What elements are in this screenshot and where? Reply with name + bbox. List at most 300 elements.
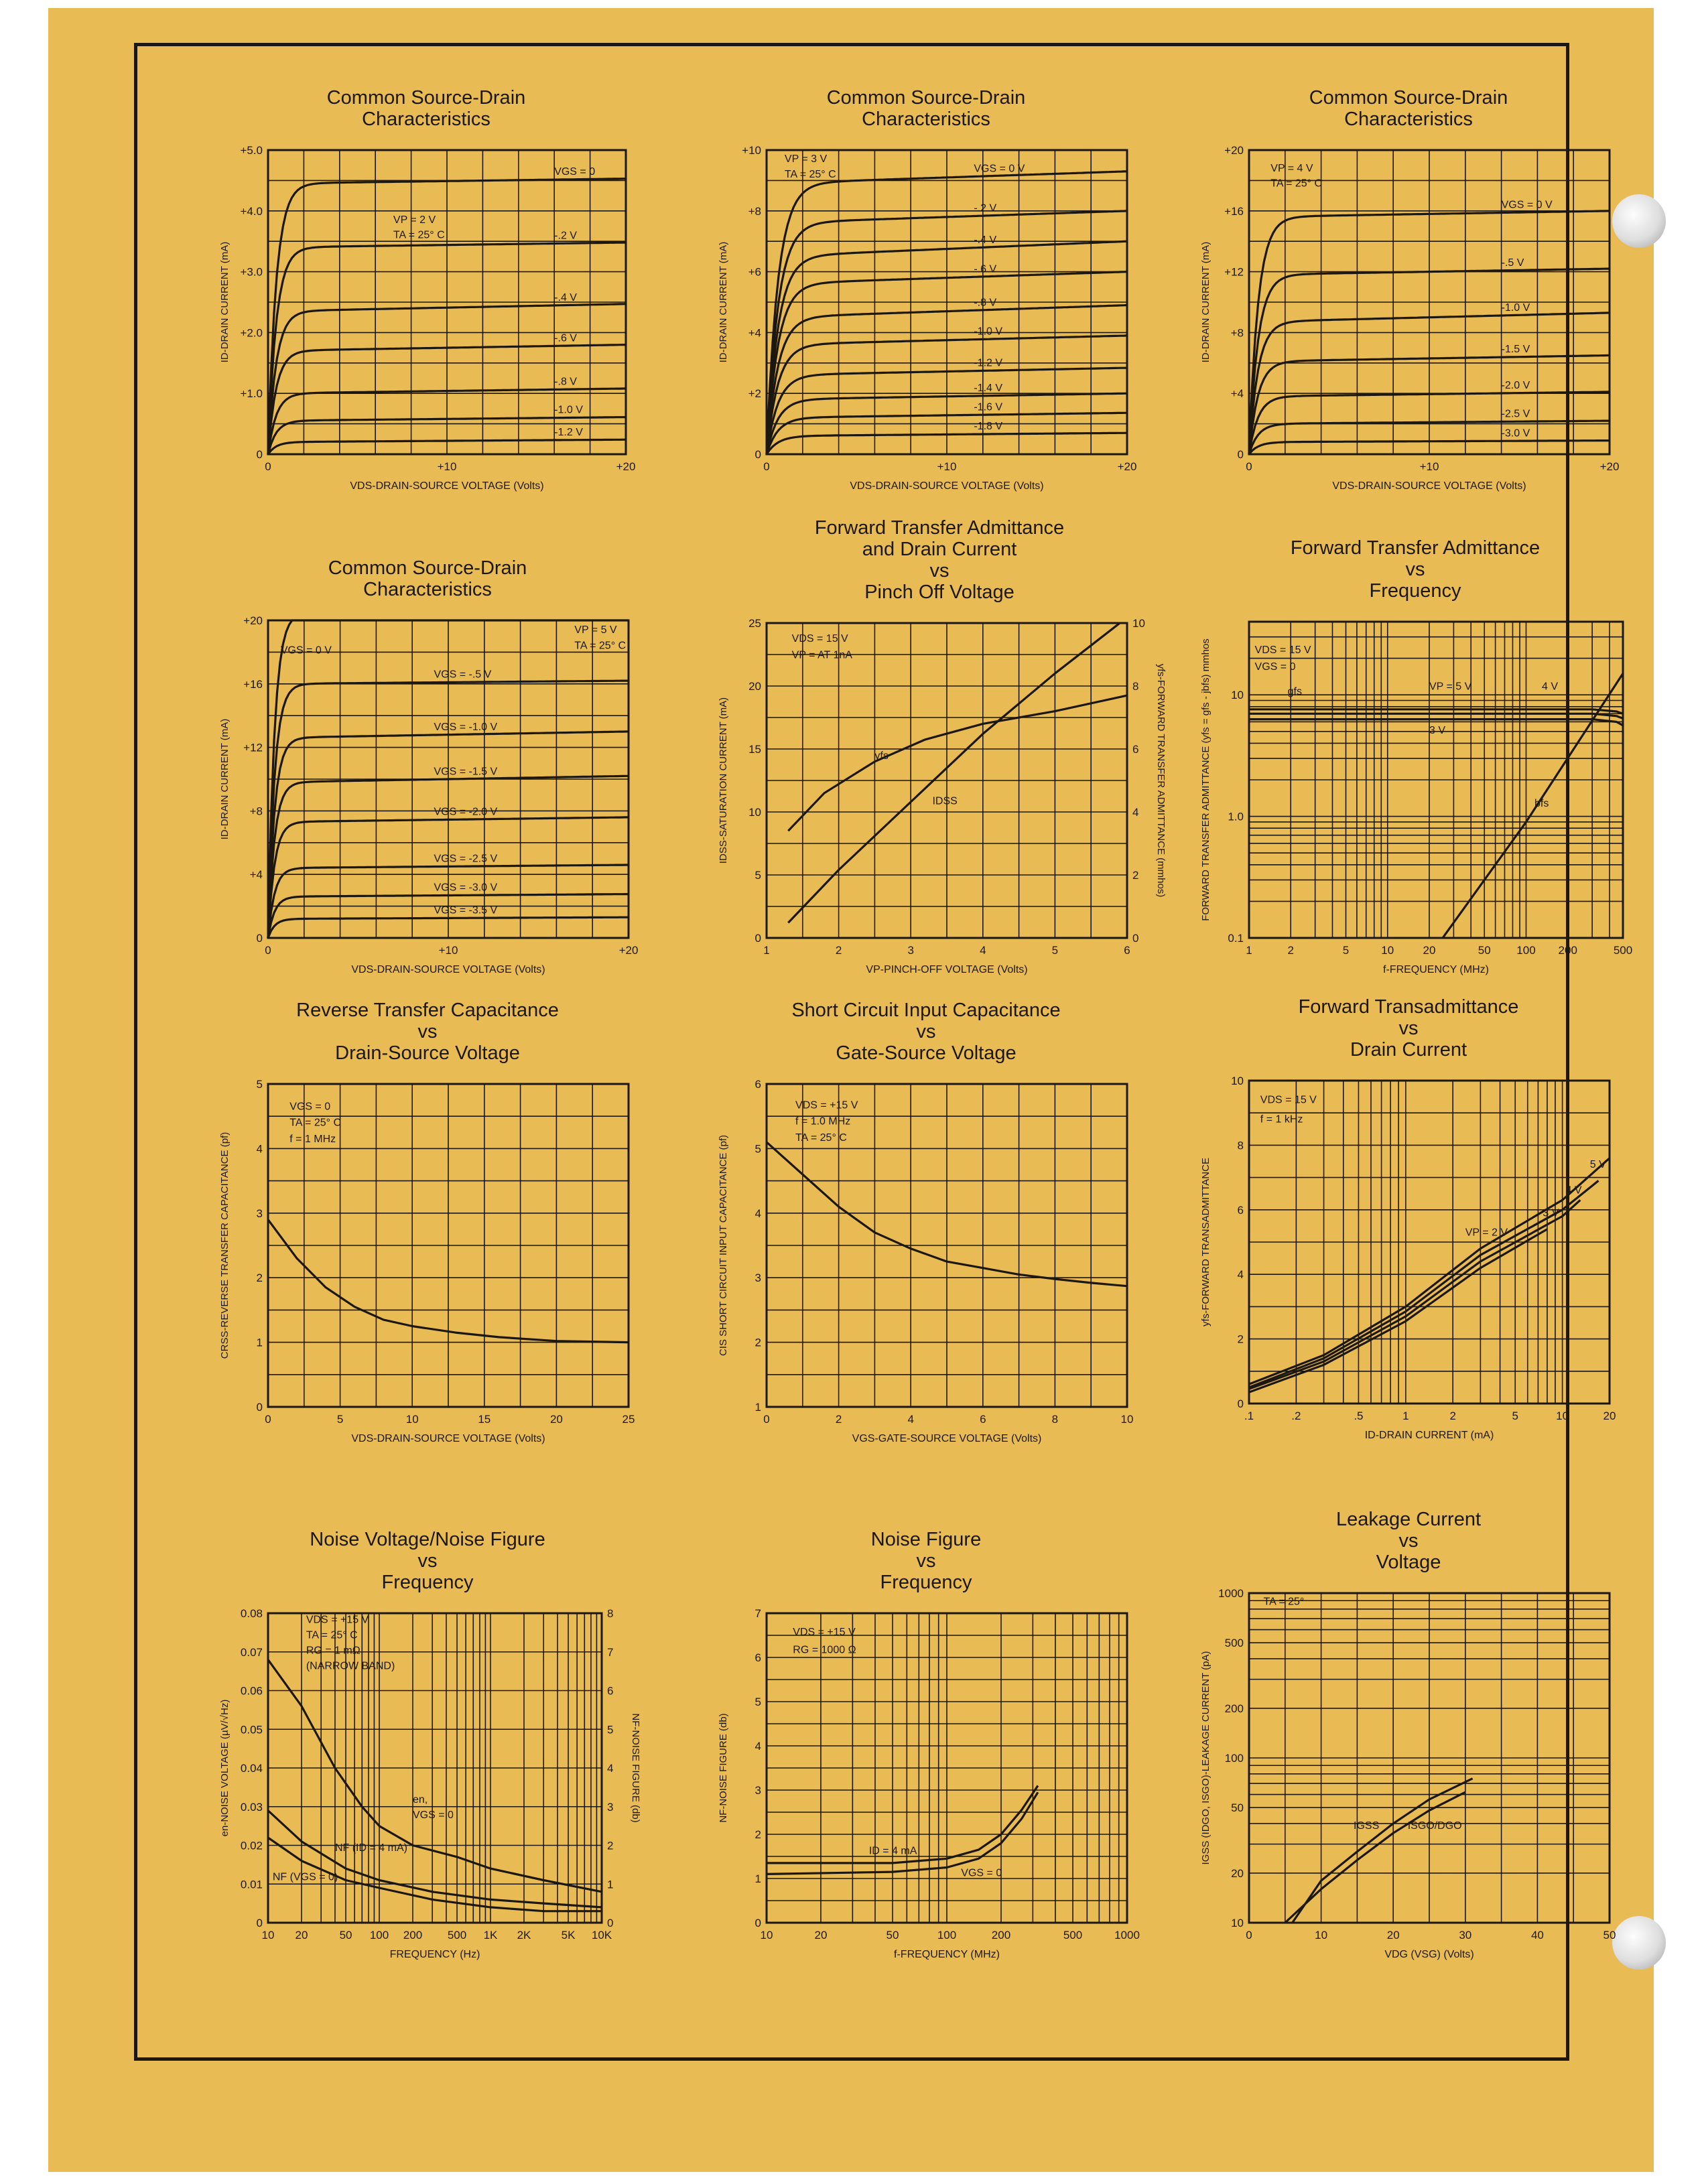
chart-title-line: Common Source-Drain	[826, 87, 1026, 109]
chart-title-line: Short Circuit Input Capacitance	[791, 1000, 1061, 1021]
chart-title-line: vs	[1398, 1530, 1419, 1552]
y-tick-label: 0	[256, 1401, 263, 1414]
x-tick-label: 5	[336, 1413, 344, 1426]
x-tick-label: .5	[1354, 1410, 1364, 1422]
curve-label: VGS = -3.0 V	[434, 882, 498, 894]
chart-annotation: TA = 25°	[1263, 1596, 1305, 1608]
chart-annotation: en,	[412, 1793, 428, 1805]
y-right-tick-label: 7	[607, 1645, 614, 1659]
y-right-tick-label: 6	[1132, 743, 1139, 756]
chart-annotation: TA = 25° C	[289, 1117, 342, 1129]
x-tick-label: 5	[1342, 944, 1350, 957]
chart-annotation: TA = 25° C	[393, 229, 445, 241]
chart-annotation: 3 V	[1543, 1207, 1559, 1219]
x-tick-label: 20	[549, 1413, 563, 1426]
chart-title-line: Characteristics	[1344, 109, 1473, 130]
chart-title-line: Characteristics	[362, 109, 490, 130]
y-tick-label: +5.0	[240, 144, 263, 157]
y-tick-label: 3	[755, 1784, 761, 1797]
chart-annotation: ID = 4 mA	[868, 1845, 917, 1857]
x-tick-label: 5	[1051, 944, 1059, 957]
chart-annotation: VGS = 0	[1254, 661, 1296, 673]
chart-title-line: Drain Current	[1350, 1039, 1467, 1061]
x-tick-label: +20	[1117, 460, 1137, 473]
curve-label: -.6 V	[554, 332, 577, 344]
chart-annotation: NF (ID = 4 mA)	[334, 1842, 407, 1854]
y-tick-label: 5	[755, 869, 761, 882]
y-right-tick-label: 1	[607, 1878, 614, 1891]
y-tick-label: +8	[1230, 326, 1244, 340]
chart-annotation: VDS = +15 V	[306, 1614, 369, 1626]
x-tick-label: 50	[886, 1929, 899, 1941]
y-right-tick-label: 0	[607, 1917, 614, 1929]
curve-label: VGS = 0	[554, 166, 596, 178]
y-tick-label: 4	[755, 1740, 761, 1753]
curve-label: VGS = 0 V	[280, 644, 332, 657]
chart-reverse-transfer-capacitance	[206, 1000, 649, 1455]
y-tick-label: 0.03	[240, 1800, 263, 1814]
y-tick-label: 100	[1224, 1752, 1244, 1765]
y-tick-label: +2.0	[240, 326, 263, 340]
y-tick-label: 6	[755, 1651, 761, 1664]
chart-svg	[1187, 537, 1643, 986]
y-tick-label: 500	[1224, 1637, 1244, 1650]
x-tick-label: 100	[1516, 944, 1536, 957]
y-axis-label: CIS SHORT CIRCUIT INPUT CAPACITANCE (pf)	[718, 1134, 729, 1357]
y-tick-label: 4	[256, 1142, 263, 1156]
y-tick-label: +4	[748, 326, 761, 340]
chart-annotation: gfs	[1287, 686, 1302, 698]
y-tick-label: 0	[256, 932, 263, 945]
curve-label: -.2 V	[554, 230, 577, 242]
y-tick-label: 0	[256, 448, 263, 461]
y-tick-label: +12	[243, 741, 263, 754]
chart-svg	[705, 517, 1174, 986]
x-axis-label: VDS-DRAIN-SOURCE VOLTAGE (Volts)	[350, 480, 544, 492]
y-tick-label: 2	[256, 1272, 263, 1285]
curve-label: -2.0 V	[1501, 379, 1530, 391]
x-tick-label: 6	[1124, 944, 1130, 957]
chart-title-line: vs	[417, 1021, 438, 1042]
chart-title-line: vs	[1398, 1018, 1419, 1039]
y-tick-label: +1.0	[240, 387, 263, 401]
x-tick-label: .1	[1244, 1410, 1254, 1422]
x-axis-label: VP-PINCH-OFF VOLTAGE (Volts)	[866, 964, 1028, 975]
chart-annotation: NF (VGS = 0)	[272, 1871, 338, 1883]
x-tick-label: 20	[1386, 1929, 1400, 1941]
y-tick-label: 0.06	[240, 1684, 263, 1698]
x-tick-label: 50	[1603, 1929, 1616, 1941]
chart-leakage-current-vs-voltage	[1187, 1509, 1630, 1971]
chart-title-line: Common Source-Drain	[326, 87, 526, 109]
y-tick-label: 200	[1224, 1702, 1244, 1715]
x-tick-label: 10	[1120, 1413, 1134, 1426]
chart-annotation: RG = 1 mΩ	[306, 1645, 361, 1657]
x-tick-label: 10	[1556, 1410, 1569, 1422]
curve-label: -.2 V	[974, 202, 997, 214]
y-tick-label: 1.0	[1228, 810, 1244, 823]
x-tick-label: 30	[1459, 1929, 1472, 1941]
x-tick-label: 20	[295, 1929, 308, 1941]
x-tick-label: 0	[763, 1413, 770, 1426]
y-tick-label: 10	[1231, 1075, 1244, 1087]
y-right-tick-label: 5	[607, 1723, 614, 1736]
y-tick-label: 5	[755, 1696, 761, 1708]
y-right-tick-label: 8	[607, 1607, 614, 1620]
y-tick-label: 20	[1231, 1866, 1244, 1880]
x-axis-label: ID-DRAIN CURRENT (mA)	[1364, 1430, 1494, 1441]
y-tick-label: 2	[755, 1336, 761, 1349]
y-tick-label: +6	[748, 265, 761, 279]
y-tick-label: 2	[1237, 1333, 1244, 1346]
chart-annotation: f = 1 MHz	[289, 1133, 336, 1145]
x-tick-label: +10	[438, 944, 458, 957]
x-axis-label: VDS-DRAIN-SOURCE VOLTAGE (Volts)	[1332, 480, 1526, 492]
x-tick-label: 200	[991, 1929, 1011, 1941]
x-tick-label: 8	[1051, 1413, 1059, 1426]
y-tick-label: 10	[1231, 689, 1244, 702]
chart-annotation: VP = AT 1nA	[791, 649, 852, 661]
y-tick-label: 10	[1231, 1917, 1244, 1929]
x-tick-label: 3	[907, 944, 914, 957]
x-tick-label: 10	[760, 1929, 773, 1941]
y-axis-label: yfs-FORWARD TRANSADMITTANCE	[1200, 1158, 1212, 1326]
chart-annotation: TA = 25° C	[306, 1629, 358, 1641]
y-tick-label: +2	[748, 387, 761, 401]
chart-title-line: Common Source-Drain	[328, 557, 527, 579]
chart-short-circuit-input-capacitance	[705, 1000, 1147, 1455]
chart-annotation: f = 1.0 MHz	[795, 1115, 851, 1128]
chart-annotation: RG = 1000 Ω	[793, 1644, 856, 1656]
chart-title-line: Frequency	[1369, 580, 1461, 602]
x-axis-label: FREQUENCY (Hz)	[389, 1949, 480, 1960]
y-right-tick-label: 0	[1132, 932, 1139, 945]
y-axis-label: NF-NOISE FIGURE (db)	[718, 1713, 729, 1823]
x-tick-label: 0	[265, 944, 271, 957]
chart-annotation: bfs	[1534, 798, 1549, 810]
y-tick-label: 25	[748, 617, 761, 630]
chart-title-line: Noise Figure	[870, 1529, 982, 1550]
y-right-tick-label: 2	[1132, 869, 1139, 882]
x-axis-label: f-FREQUENCY (MHz)	[1383, 964, 1489, 975]
y-tick-label: 8	[1237, 1139, 1244, 1152]
x-tick-label: 10	[1381, 944, 1394, 957]
y-tick-label: 0.07	[240, 1645, 263, 1659]
chart-annotation: (NARROW BAND)	[306, 1660, 395, 1672]
y-tick-label: +10	[742, 144, 761, 157]
chart-title-line: vs	[929, 560, 950, 582]
x-tick-label: 100	[369, 1929, 389, 1941]
x-tick-label: +10	[1419, 460, 1439, 473]
grid	[1249, 622, 1623, 938]
y-tick-label: 10	[748, 806, 761, 819]
x-axis-label: VDS-DRAIN-SOURCE VOLTAGE (Volts)	[850, 480, 1044, 492]
chart-annotation: VGS = 0	[289, 1101, 331, 1113]
grid	[268, 1084, 629, 1407]
x-tick-label: 10	[405, 1413, 419, 1426]
chart-svg	[1187, 87, 1630, 502]
y-tick-label: 0	[755, 448, 761, 461]
y-tick-label: +4.0	[240, 204, 263, 218]
curve-label: -.8 V	[554, 376, 577, 388]
grid	[767, 150, 1127, 454]
x-tick-label: 20	[1603, 1410, 1616, 1422]
chart-svg	[206, 1000, 649, 1455]
y-axis-label: FORWARD TRANSFER ADMITTANCE (yfs = gfs - jbfs) mmhos	[1200, 638, 1212, 921]
chart-annotation: 5 V	[1589, 1159, 1606, 1171]
x-tick-label: 25	[622, 1413, 635, 1426]
curve-label: VGS = -2.0 V	[434, 806, 498, 818]
x-tick-label: 1	[1246, 944, 1252, 957]
chart-annotation: 3 V	[1429, 725, 1445, 737]
chart-title-line: Characteristics	[862, 109, 990, 130]
y-tick-label: 4	[1237, 1268, 1244, 1282]
chart-title-line: Leakage Current	[1335, 1509, 1482, 1530]
chart-annotation: VP = 4 V	[1270, 162, 1313, 174]
curve-label: -1.2 V	[554, 426, 583, 438]
x-tick-label: 15	[478, 1413, 491, 1426]
y-tick-label: +4	[1230, 387, 1244, 401]
curve-label: VGS = 0 V	[974, 163, 1025, 175]
x-tick-label: 6	[980, 1413, 986, 1426]
chart-title-line: vs	[1405, 559, 1425, 580]
chart-annotation: VP = 2 V	[1465, 1227, 1508, 1239]
chart-annotation: VDS = 15 V	[791, 633, 848, 645]
chart-annotation: VGS = 0	[412, 1810, 454, 1822]
y-tick-label: +4	[249, 868, 263, 882]
y-axis-label: ID-DRAIN CURRENT (mA)	[219, 718, 231, 840]
chart-title-line: Forward Transadmittance	[1298, 996, 1519, 1018]
y-right-axis-label: yfs-FORWARD TRANSFER ADMITTANCE (mmhos)	[1155, 663, 1167, 898]
x-tick-label: 500	[1063, 1929, 1083, 1941]
x-tick-label: 200	[403, 1929, 423, 1941]
x-tick-label: 0	[265, 1413, 271, 1426]
chart-annotation: TA = 25° C	[795, 1132, 847, 1144]
y-tick-label: +16	[1224, 204, 1244, 218]
curve-label: VGS = 0 V	[1501, 199, 1553, 211]
y-tick-label: 20	[748, 680, 761, 693]
chart-svg	[1187, 996, 1630, 1452]
x-tick-label: 50	[1478, 944, 1491, 957]
y-tick-label: +20	[1224, 144, 1244, 157]
series-line	[1249, 713, 1623, 718]
chart-annotation: IGSS	[1354, 1820, 1380, 1832]
curve-label: -2.5 V	[1501, 408, 1530, 420]
curve-label: VGS = -3.5 V	[434, 904, 498, 916]
chart-forward-transadmittance-vs-drain-current	[1187, 996, 1630, 1452]
x-tick-label: +10	[937, 460, 957, 473]
x-tick-label: 0	[1246, 460, 1252, 473]
x-tick-label: 1	[763, 944, 770, 957]
x-axis-label: VDS-DRAIN-SOURCE VOLTAGE (Volts)	[351, 964, 545, 975]
chart-forward-transfer-admittance-vs-frequency	[1187, 537, 1643, 986]
x-tick-label: 50	[339, 1929, 352, 1941]
y-tick-label: 2	[755, 1828, 761, 1841]
x-tick-label: 0	[763, 460, 770, 473]
chart-svg	[705, 87, 1147, 502]
curve-label: -1.2 V	[974, 357, 1003, 369]
chart-annotation: VDS = +15 V	[795, 1099, 858, 1111]
x-axis-label: VDS-DRAIN-SOURCE VOLTAGE (Volts)	[351, 1433, 545, 1444]
chart-title-line: Common Source-Drain	[1309, 87, 1508, 109]
x-tick-label: 5K	[561, 1929, 576, 1941]
y-tick-label: 1	[755, 1401, 761, 1414]
y-tick-label: 5	[256, 1078, 263, 1091]
chart-annotation: VP = 5 V	[574, 624, 617, 636]
chart-title-line: vs	[417, 1550, 438, 1572]
x-tick-label: 10	[261, 1929, 275, 1941]
y-right-tick-label: 4	[607, 1762, 614, 1775]
series-line	[1285, 1792, 1465, 1923]
x-tick-label: 500	[447, 1929, 467, 1941]
y-tick-label: 3	[256, 1207, 263, 1220]
x-tick-label: 1K	[483, 1929, 498, 1941]
chart-title-line: Noise Voltage/Noise Figure	[310, 1529, 545, 1550]
curve-label: -.8 V	[974, 297, 997, 309]
chart-annotation: VDS = 15 V	[1260, 1094, 1317, 1106]
y-axis-label: IDSS-SATURATION CURRENT (mA)	[718, 697, 729, 864]
y-right-tick-label: 4	[1132, 806, 1139, 819]
curve-label: VGS = -2.5 V	[434, 853, 498, 865]
y-axis-label: ID-DRAIN CURRENT (mA)	[1200, 241, 1212, 363]
chart-annotation: IDSS	[932, 795, 958, 807]
x-tick-label: 0	[265, 460, 271, 473]
y-tick-label: 0.05	[240, 1723, 263, 1736]
x-tick-label: 5	[1512, 1410, 1518, 1422]
curve-label: -1.6 V	[974, 401, 1003, 413]
x-tick-label: 1000	[1114, 1929, 1140, 1941]
y-tick-label: 15	[748, 743, 761, 756]
x-tick-label: 2	[1287, 944, 1294, 957]
chart-title-line: Reverse Transfer Capacitance	[296, 1000, 559, 1021]
curve-label: -.4 V	[554, 291, 577, 303]
x-tick-label: .2	[1291, 1410, 1301, 1422]
y-tick-label: +20	[243, 614, 263, 627]
y-tick-label: 0	[256, 1917, 263, 1929]
y-tick-label: 6	[755, 1078, 761, 1091]
chart-title-line: Drain-Source Voltage	[335, 1042, 520, 1064]
x-axis-label: f-FREQUENCY (MHz)	[894, 1949, 1000, 1960]
y-axis-label: ID-DRAIN CURRENT (mA)	[718, 241, 729, 363]
y-tick-label: 0	[755, 932, 761, 945]
curve-label: -1.5 V	[1501, 344, 1530, 356]
curve-label: VGS = -.5 V	[434, 669, 492, 681]
x-tick-label: 4	[980, 944, 986, 957]
x-tick-label: 4	[907, 1413, 914, 1426]
x-tick-label: 20	[814, 1929, 828, 1941]
grid	[767, 623, 1127, 938]
y-axis-label: CRSS-REVERSE TRANSFER CAPACITANCE (pf)	[219, 1132, 231, 1359]
chart-svg	[206, 557, 649, 986]
series-line	[268, 1659, 602, 1892]
chart-title-line: and Drain Current	[862, 539, 1017, 560]
x-tick-label: 40	[1530, 1929, 1544, 1941]
y-tick-label: 0	[1237, 448, 1244, 461]
chart-annotation: VP = 3 V	[784, 153, 828, 165]
y-tick-label: 1	[755, 1872, 761, 1885]
chart-annotation: 4 V	[1565, 1184, 1582, 1197]
x-tick-label: 500	[1613, 944, 1633, 957]
y-tick-label: 4	[755, 1207, 761, 1220]
y-tick-label: 0	[1237, 1397, 1244, 1410]
y-axis-label: IGSS (IDGO, ISGO)-LEAKAGE CURRENT (pA)	[1200, 1651, 1212, 1865]
chart-annotation: 4 V	[1542, 681, 1559, 693]
x-tick-label: 200	[1558, 944, 1577, 957]
curve-label: VGS = -1.0 V	[434, 722, 498, 734]
chart-annotation: ISGO/DGO	[1407, 1820, 1462, 1832]
y-tick-label: 1	[256, 1336, 263, 1349]
y-tick-label: 7	[755, 1607, 761, 1620]
chart-annotation: VP = 2 V	[393, 214, 436, 226]
x-tick-label: 10K	[591, 1929, 612, 1941]
x-tick-label: 2	[835, 1413, 842, 1426]
curve-label: -1.0 V	[974, 326, 1003, 338]
series-line	[268, 1811, 602, 1907]
chart-annotation: VDS = +15 V	[793, 1627, 856, 1638]
chart-noise-figure-vs-frequency	[705, 1529, 1147, 1971]
y-tick-label: 3	[755, 1272, 761, 1285]
x-tick-label: 0	[1246, 1929, 1252, 1941]
chart-annotation: VGS = 0	[961, 1867, 1002, 1879]
y-right-tick-label: 8	[1132, 680, 1139, 693]
curve-label: VGS = -1.5 V	[434, 766, 498, 778]
y-tick-label: +12	[1224, 265, 1244, 279]
chart-title-line: vs	[916, 1550, 936, 1572]
curve-label: -.6 V	[974, 263, 997, 275]
chart-annotation: TA = 25° C	[1270, 178, 1323, 190]
y-right-axis-label: NF-NOISE FIGURE (db)	[630, 1713, 641, 1823]
curve-label: -1.0 V	[1501, 301, 1530, 314]
grid	[1249, 1081, 1610, 1404]
curve-label: -.5 V	[1501, 257, 1524, 269]
x-tick-label: 1	[1402, 1410, 1409, 1422]
curve-label: -1.0 V	[554, 404, 583, 416]
chart-common-source-drain-4v	[1187, 87, 1630, 502]
x-tick-label: +20	[616, 460, 636, 473]
x-tick-label: 2K	[517, 1929, 531, 1941]
chart-annotation: VP = 5 V	[1429, 681, 1472, 693]
y-tick-label: 1000	[1218, 1587, 1244, 1600]
chart-title-line: Frequency	[381, 1572, 474, 1593]
chart-svg	[206, 1529, 649, 1971]
x-tick-label: 20	[1423, 944, 1436, 957]
chart-svg	[705, 1529, 1147, 1971]
grid	[1249, 150, 1610, 454]
chart-title-line: vs	[916, 1021, 936, 1042]
y-axis-label: en-NOISE VOLTAGE (µV/√Hz)	[219, 1699, 231, 1837]
y-tick-label: 0	[755, 1917, 761, 1929]
datasheet-page	[48, 8, 1654, 2172]
curve-label: -3.0 V	[1501, 427, 1530, 439]
curve-label: -1.4 V	[974, 383, 1003, 395]
y-right-tick-label: 10	[1132, 617, 1145, 630]
chart-title-line: Characteristics	[363, 579, 492, 600]
y-right-tick-label: 2	[607, 1839, 614, 1852]
x-tick-label: +10	[437, 460, 457, 473]
chart-annotation: yfs	[874, 750, 889, 762]
y-tick-label: +3.0	[240, 265, 263, 279]
chart-svg	[705, 1000, 1147, 1455]
chart-common-source-drain-3v	[705, 87, 1147, 502]
chart-title-line: Frequency	[880, 1572, 972, 1593]
y-tick-label: 50	[1231, 1801, 1244, 1815]
y-right-tick-label: 3	[607, 1800, 614, 1814]
chart-common-source-drain-2v	[206, 87, 646, 502]
chart-noise-voltage-noise-figure	[206, 1529, 649, 1971]
y-tick-label: 0.08	[240, 1607, 263, 1620]
series-line	[1293, 1779, 1473, 1923]
grid	[1249, 1593, 1610, 1923]
